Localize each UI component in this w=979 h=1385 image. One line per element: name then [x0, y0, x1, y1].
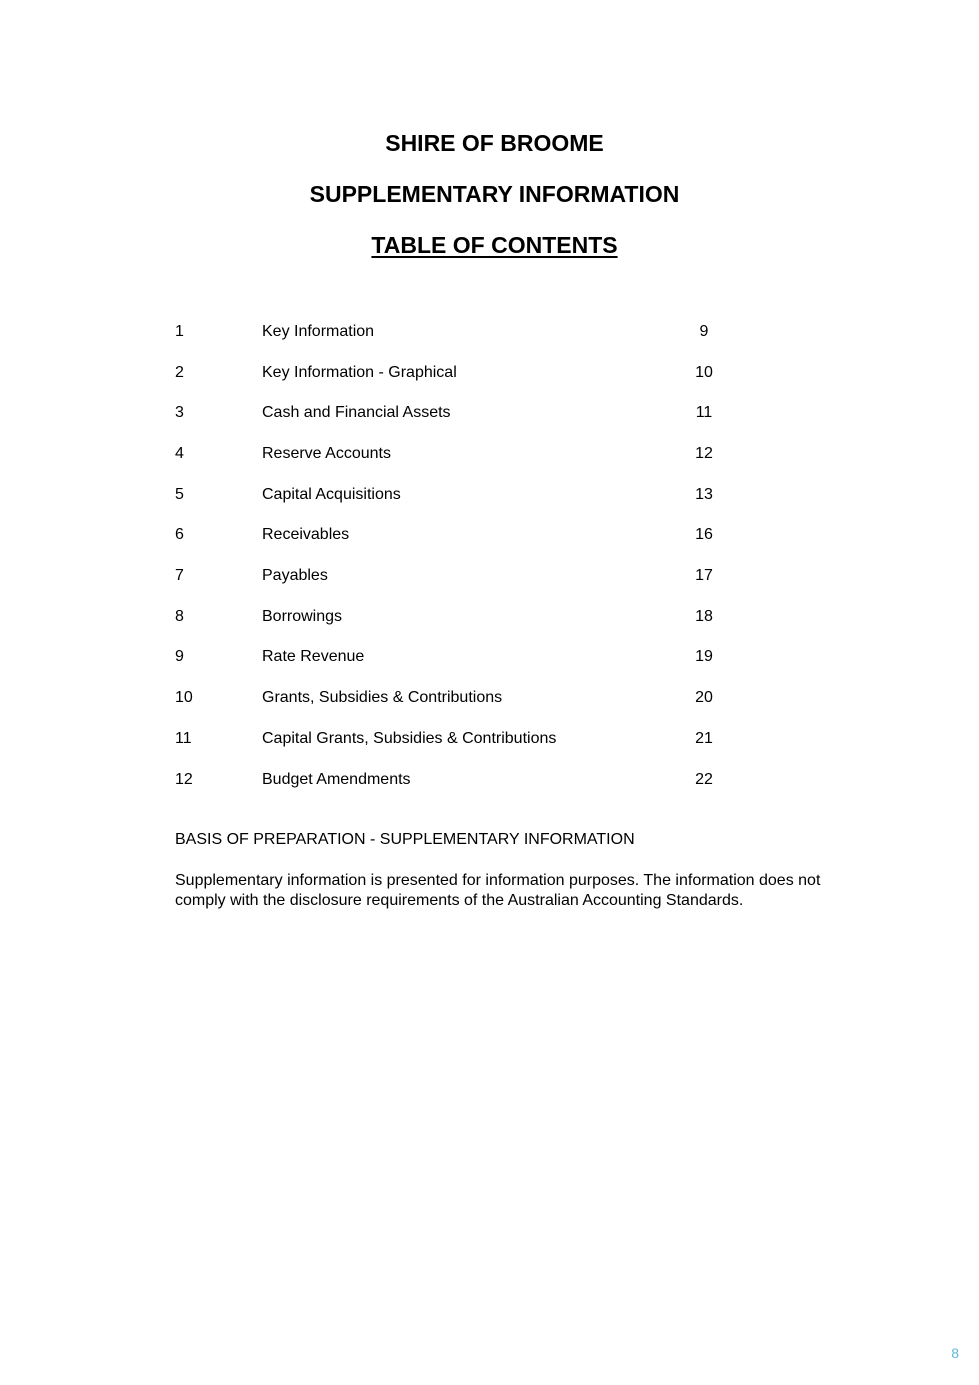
- toc-item-number: 12: [175, 771, 193, 788]
- toc-item-page: 20: [695, 689, 713, 706]
- toc-item-page: 17: [695, 567, 713, 584]
- toc-item-title: Reserve Accounts: [262, 445, 391, 462]
- toc-item-page: 13: [695, 486, 713, 503]
- toc-item-title: Capital Grants, Subsidies & Contributions: [262, 730, 557, 747]
- toc-item-title: Receivables: [262, 526, 350, 543]
- toc-item-number: 11: [175, 730, 192, 747]
- toc-item-page: 19: [695, 648, 713, 665]
- toc-item-number: 5: [175, 486, 184, 503]
- document-subtitle: SUPPLEMENTARY INFORMATION: [309, 181, 680, 207]
- toc-item-title: Key Information - Graphical: [262, 364, 457, 381]
- toc-item-number: 8: [175, 608, 184, 625]
- toc-item-page: 16: [695, 526, 713, 543]
- toc-item-number: 10: [175, 689, 193, 706]
- toc-item-page: 9: [699, 323, 709, 340]
- toc-item-title: Grants, Subsidies & Contributions: [262, 689, 503, 706]
- toc-row[interactable]: [0, 442, 979, 466]
- toc-item-title: Cash and Financial Assets: [262, 404, 451, 421]
- toc-item-number: 1: [175, 323, 184, 340]
- toc-row[interactable]: [0, 523, 979, 547]
- basis-heading: BASIS OF PREPARATION - SUPPLEMENTARY INFORMATION: [175, 831, 635, 848]
- toc-item-page: 21: [695, 730, 713, 747]
- toc-row[interactable]: [0, 727, 979, 751]
- basis-paragraph: Supplementary information is presented for information purposes. The information does not comply with the disclosure requirements of the Australian Accounting Standards.: [175, 872, 821, 909]
- toc-item-title: Key Information: [262, 323, 375, 340]
- toc-item-number: 6: [175, 526, 184, 543]
- toc-item-title: Borrowings: [262, 608, 343, 625]
- page-number: 8: [951, 1345, 959, 1361]
- toc-item-page: 12: [695, 445, 713, 462]
- toc-item-page: 18: [695, 608, 713, 625]
- toc-heading: TABLE OF CONTENTS: [371, 232, 618, 258]
- toc-item-number: 2: [175, 364, 184, 381]
- toc-item-page: 11: [695, 404, 713, 421]
- toc-row[interactable]: [0, 401, 979, 425]
- toc-item-page: 22: [695, 771, 713, 788]
- toc-item-page: 10: [695, 364, 713, 381]
- toc-row[interactable]: [0, 320, 979, 344]
- toc-row[interactable]: [0, 686, 979, 710]
- toc-row[interactable]: [0, 768, 979, 792]
- toc-item-number: 9: [175, 648, 184, 665]
- toc-row[interactable]: [0, 645, 979, 669]
- toc-item-title: Payables: [262, 567, 328, 584]
- toc-item-number: 3: [175, 404, 184, 421]
- toc-item-title: Budget Amendments: [262, 771, 411, 788]
- toc-item-number: 7: [175, 567, 184, 584]
- organisation-title: SHIRE OF BROOME: [385, 130, 604, 156]
- toc-row[interactable]: [0, 605, 979, 629]
- toc-row[interactable]: [0, 564, 979, 588]
- toc-row[interactable]: [0, 361, 979, 385]
- toc-item-number: 4: [175, 445, 184, 462]
- toc-item-title: Capital Acquisitions: [262, 486, 401, 503]
- toc-item-title: Rate Revenue: [262, 648, 365, 665]
- toc-row[interactable]: [0, 483, 979, 507]
